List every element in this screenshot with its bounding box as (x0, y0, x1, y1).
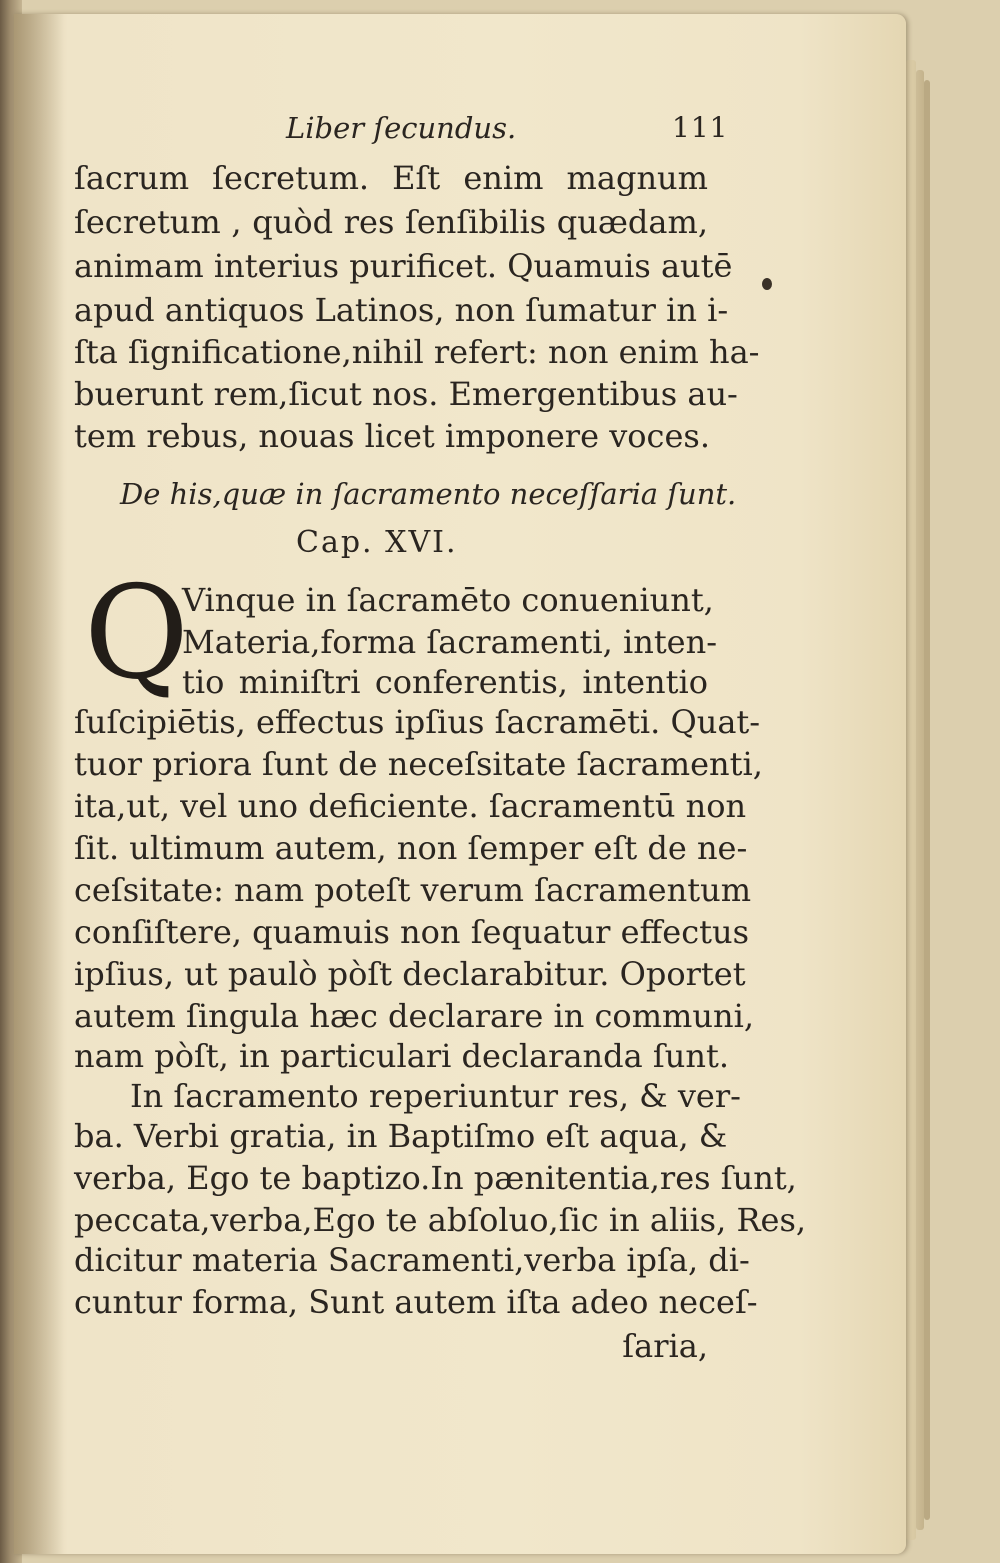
text-line: ſuſcipiētis, effectus ipſius ſacramēti. Quat- (74, 703, 761, 741)
text-line: autem ſingula hæc declarare in communi, (74, 997, 754, 1035)
text-line: conſiſtere, quamuis non ſequatur effectus (74, 913, 750, 951)
text-line: ſit. ultimum autem, non ſemper eſt de ne- (74, 829, 748, 867)
text-line: ſecretum , quòd res ſenſibilis quædam, (74, 203, 708, 241)
ink-speck (762, 278, 772, 290)
text-line: ipſius, ut paulò pòſt declarabitur. Oportet (74, 955, 746, 993)
text-line: buerunt rem,ſicut nos. Emergentibus au- (74, 375, 738, 413)
text-line: nam pòſt, in particulari declaranda ſunt. (74, 1037, 729, 1075)
drop-capital: Q (84, 559, 189, 708)
page-edge (916, 70, 924, 1530)
running-head: Liber ſecundus. (286, 111, 517, 145)
text-line: animam interius purificet. Quamuis autē (74, 247, 733, 285)
page-number: 111 (672, 111, 729, 144)
text-line: ita,ut, vel uno deficiente. ſacramentū non (74, 787, 747, 825)
catchword: ſaria, (622, 1327, 708, 1365)
text-line: ſta ſignificatione,nihil refert: non enim ha- (74, 333, 760, 371)
text-line: tio miniſtri conferentis, intentio (182, 663, 708, 701)
text-line: apud antiquos Latinos, non ſumatur in i- (74, 291, 729, 329)
text-line: tem rebus, nouas licet imponere voces. (74, 417, 710, 455)
page-edge (906, 60, 916, 1540)
book-page (14, 14, 906, 1554)
text-line: cuntur forma, Sunt autem iſta adeo neceſ- (74, 1283, 758, 1321)
text-line: dicitur materia Sacramenti,verba ipſa, di- (74, 1241, 750, 1279)
text-line: ſacrum ſecretum. Eſt enim magnum (74, 159, 708, 197)
text-line: Vinque in ſacramēto conueniunt, (182, 581, 714, 619)
text-line: verba, Ego te baptizo.In pænitentia,res ſunt, (74, 1159, 797, 1197)
chapter-title: De his,quæ in ſacramento neceſſaria ſunt. (120, 477, 737, 511)
page-edge (924, 80, 930, 1520)
page-header (72, 104, 729, 150)
text-line: tuor priora ſunt de neceſsitate ſacramenti, (74, 745, 763, 783)
text-line: peccata,verba,Ego te abſoluo,ſic in aliis, Res, (74, 1201, 807, 1239)
chapter-number: Cap. XVI. (296, 525, 458, 560)
text-line: In ſacramento reperiuntur res, & ver- (130, 1077, 741, 1115)
text-line: Materia,forma ſacramenti, inten- (182, 623, 718, 661)
text-line: ceſsitate: nam poteſt verum ſacramentum (74, 871, 752, 909)
text-line: ba. Verbi gratia, in Baptiſmo eſt aqua, & (74, 1117, 728, 1155)
